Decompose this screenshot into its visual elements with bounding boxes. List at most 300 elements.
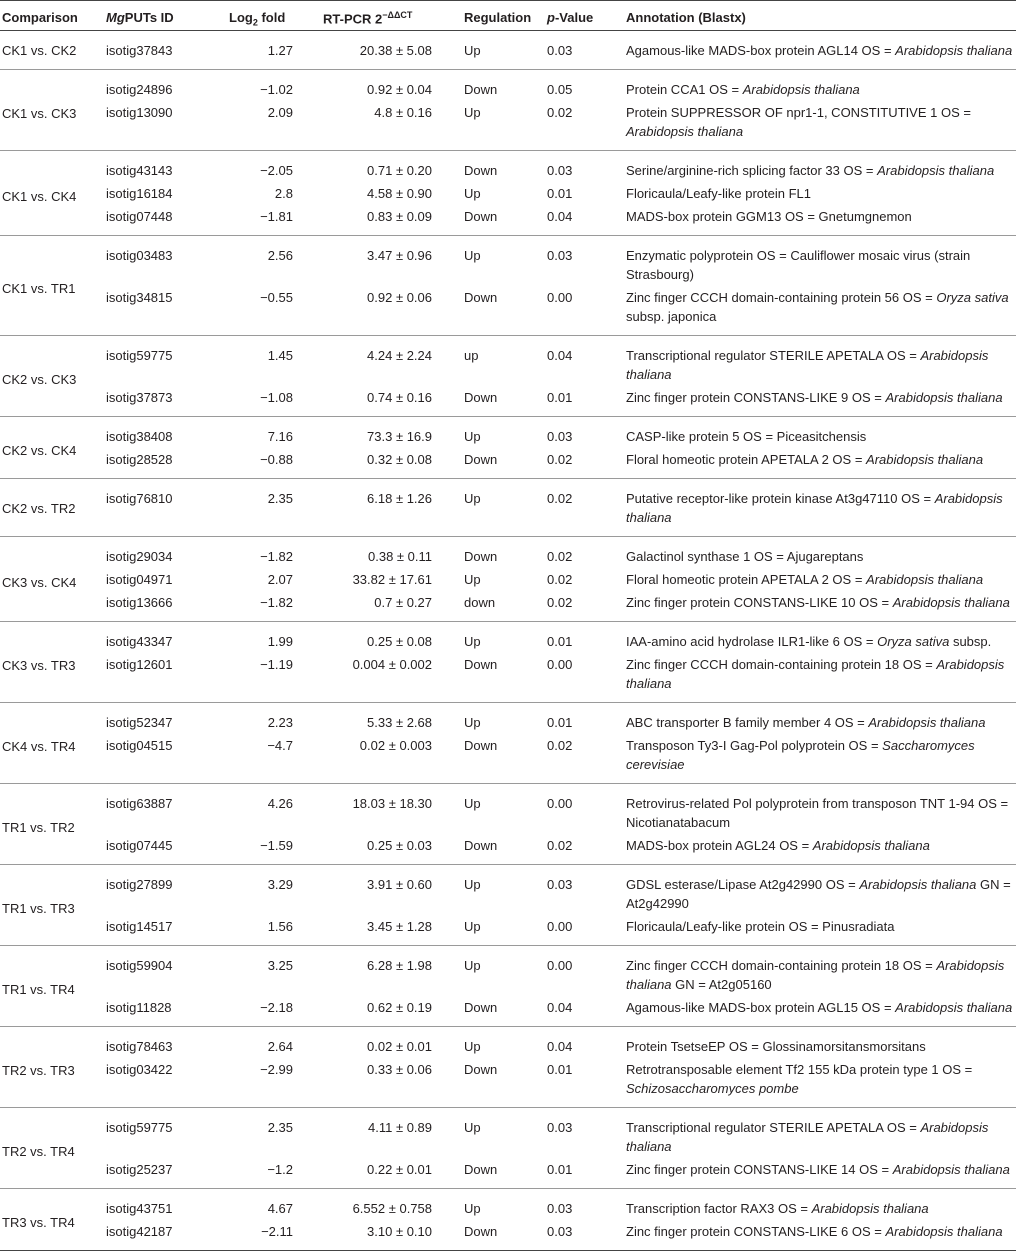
table-row [0, 998, 1016, 1027]
header-id-suffix: PUTs ID [124, 10, 174, 25]
cell-regulation: Up [464, 572, 481, 587]
cell-log-fold: 2.35 [267, 1120, 293, 1135]
annotation-text: ABC transporter B family member 4 OS = [626, 715, 869, 730]
annotation-text: Protein SUPPRESSOR OF npr1-1, CONSTITUTIVE 1 OS = [626, 105, 971, 120]
table-row [0, 70, 1016, 104]
cell-id: isotig24896 [106, 82, 173, 97]
cell-annotation [616, 998, 1016, 1027]
cell-rt-pcr: 0.004 ± 0.002 [352, 657, 432, 672]
cell-log-fold: −1.59 [260, 838, 293, 853]
cell-id: isotig52347 [106, 715, 173, 730]
cell-id: isotig16184 [106, 186, 173, 201]
annotation-text: Zinc finger protein CONSTANS-LIKE 6 OS = [626, 1224, 886, 1239]
cell-id: isotig04971 [106, 572, 173, 587]
cell-log-fold: −1.02 [260, 82, 293, 97]
cell-id: isotig59775 [106, 1120, 173, 1135]
annotation-text: Transcriptional regulator STERILE APETALA OS = [626, 348, 921, 363]
cell-id: isotig42187 [106, 1224, 173, 1239]
annotation-text: Transposon Ty3-I Gag-Pol polyprotein OS = [626, 738, 883, 753]
cell-pvalue: 0.00 [547, 958, 573, 973]
cell-annotation [616, 917, 1016, 946]
table-row [0, 388, 1016, 417]
annotation-text: Floricaula/Leafy-like protein OS = Pinusradiata [626, 919, 895, 934]
table-row [0, 836, 1016, 865]
cell-rt-pcr: 3.10 ± 0.10 [367, 1224, 432, 1239]
cell-annotation [616, 655, 1016, 703]
table-row [0, 151, 1016, 185]
cell-id: isotig11828 [106, 1000, 172, 1015]
cell-annotation [616, 450, 1016, 479]
cell-annotation [616, 784, 1016, 837]
cell-regulation: Up [464, 1201, 481, 1216]
annotation-species: Arabidopsis thaliana [895, 1000, 1013, 1015]
table-row [0, 1060, 1016, 1108]
cell-log-fold: −2.11 [261, 1224, 293, 1239]
cell-id: isotig78463 [106, 1039, 173, 1054]
table-row [0, 655, 1016, 703]
annotation-text: Floral homeotic protein APETALA 2 OS = [626, 572, 867, 587]
cell-regulation: Up [464, 491, 481, 506]
cell-log-fold: 7.16 [267, 429, 293, 444]
cell-id: isotig07448 [106, 209, 173, 224]
comparison-group [0, 417, 1016, 479]
comparison-group [0, 784, 1016, 865]
table-row [0, 288, 1016, 336]
table-row [0, 1189, 1016, 1223]
cell-rt-pcr: 0.92 ± 0.06 [367, 290, 432, 305]
cell-regulation: Down [464, 1000, 498, 1015]
cell-regulation: Down [464, 738, 498, 753]
cell-id: isotig13666 [106, 595, 173, 610]
cell-annotation [616, 479, 1016, 537]
cell-pvalue: 0.02 [547, 491, 573, 506]
cell-comparison: CK1 vs. TR1 [2, 281, 76, 296]
table-row [0, 622, 1016, 656]
cell-regulation: Up [464, 1039, 481, 1054]
annotation-text: Galactinol synthase 1 OS = Ajugareptans [626, 549, 864, 564]
cell-pvalue: 0.04 [547, 209, 573, 224]
annotation-text: Protein TsetseEP OS = Glossinamorsitansmorsitans [626, 1039, 926, 1054]
cell-regulation: Down [464, 163, 498, 178]
cell-annotation [616, 184, 1016, 207]
cell-rt-pcr: 4.24 ± 2.24 [367, 348, 432, 363]
cell-comparison: TR1 vs. TR3 [2, 900, 75, 916]
cell-log-fold: 2.09 [267, 105, 293, 120]
header-log-prefix: Log [229, 10, 253, 25]
cell-comparison: CK3 vs. CK4 [2, 574, 77, 590]
cell-rt-pcr: 6.552 ± 0.758 [352, 1201, 432, 1216]
table-row [0, 946, 1016, 999]
cell-log-fold: −0.88 [260, 452, 293, 467]
table-row [0, 417, 1016, 451]
header-log-sub: 2 [252, 17, 258, 28]
cell-id: isotig03483 [106, 248, 173, 263]
cell-annotation [616, 1027, 1016, 1061]
cell-pvalue: 0.03 [547, 1224, 573, 1239]
cell-annotation [616, 336, 1016, 389]
annotation-species: Oryza sativa [877, 634, 950, 649]
cell-rt-pcr: 0.33 ± 0.06 [367, 1062, 432, 1077]
cell-pvalue: 0.03 [547, 1120, 573, 1135]
cell-pvalue: 0.01 [547, 1062, 573, 1077]
table-row [0, 570, 1016, 593]
comparison-group [0, 236, 1016, 336]
annotation-text: Putative receptor-like protein kinase At3g47110 OS = [626, 491, 935, 506]
table-row [0, 865, 1016, 918]
cell-id: isotig76810 [106, 491, 173, 506]
cell-id: isotig59775 [106, 348, 173, 363]
table-row [0, 31, 1016, 70]
table-row [0, 450, 1016, 479]
cell-regulation: Up [464, 715, 481, 730]
cell-pvalue: 0.01 [547, 390, 573, 405]
header-log-suffix: fold [257, 10, 286, 25]
comparison-group [0, 946, 1016, 1027]
cell-comparison: TR1 vs. TR4 [2, 981, 75, 997]
annotation-species: Arabidopsis thaliana [626, 348, 989, 382]
cell-pvalue: 0.02 [547, 572, 573, 587]
header-regulation: Regulation [464, 10, 532, 25]
cell-annotation [616, 1108, 1016, 1161]
cell-rt-pcr: 73.3 ± 16.9 [367, 429, 432, 444]
cell-log-fold: 2.8 [274, 186, 293, 201]
cell-rt-pcr: 4.8 ± 0.16 [374, 105, 432, 120]
cell-rt-pcr: 0.25 ± 0.03 [367, 838, 432, 853]
cell-annotation [616, 593, 1016, 622]
cell-annotation [616, 151, 1016, 185]
annotation-text: Zinc finger protein CONSTANS-LIKE 10 OS = [626, 595, 893, 610]
cell-annotation [616, 31, 1016, 70]
cell-regulation: Up [464, 248, 481, 263]
cell-rt-pcr: 0.74 ± 0.16 [367, 390, 432, 405]
table-row [0, 1160, 1016, 1189]
header-comparison: Comparison [2, 10, 78, 25]
annotation-text: MADS-box protein AGL24 OS = [626, 838, 813, 853]
cell-regulation: Up [464, 429, 481, 444]
cell-pvalue: 0.02 [547, 549, 573, 564]
cell-regulation: Down [464, 209, 498, 224]
cell-regulation: up [464, 348, 479, 363]
annotation-species: Schizosaccharomyces pombe [626, 1081, 799, 1096]
table-row [0, 207, 1016, 236]
cell-annotation [616, 736, 1016, 784]
cell-rt-pcr: 3.47 ± 0.96 [367, 248, 432, 263]
cell-log-fold: 4.26 [267, 796, 293, 811]
cell-id: isotig59904 [106, 958, 173, 973]
table-header [0, 1, 1016, 31]
cell-id: isotig25237 [106, 1162, 173, 1177]
cell-rt-pcr: 20.38 ± 5.08 [359, 43, 432, 58]
cell-rt-pcr: 6.28 ± 1.98 [367, 958, 432, 973]
cell-annotation [616, 570, 1016, 593]
cell-rt-pcr: 0.25 ± 0.08 [367, 634, 432, 649]
cell-id: isotig37843 [106, 43, 173, 58]
comparison-group [0, 865, 1016, 946]
cell-annotation [616, 288, 1016, 336]
cell-pvalue: 0.02 [547, 595, 573, 610]
cell-comparison: CK4 vs. TR4 [2, 738, 76, 754]
cell-rt-pcr: 33.82 ± 17.61 [352, 572, 432, 587]
cell-annotation [616, 388, 1016, 417]
cell-log-fold: −2.05 [260, 163, 293, 178]
cell-log-fold: 4.67 [267, 1201, 293, 1216]
cell-rt-pcr: 0.62 ± 0.19 [367, 1000, 432, 1015]
cell-regulation: Up [464, 634, 481, 649]
cell-id: isotig34815 [106, 290, 173, 305]
cell-pvalue: 0.04 [547, 1039, 573, 1054]
header-row [0, 1, 1016, 31]
cell-log-fold: 1.56 [267, 919, 293, 934]
annotation-text: GN = At2g42990 [626, 877, 1011, 911]
cell-pvalue: 0.03 [547, 429, 573, 444]
cell-id: isotig13090 [106, 105, 173, 120]
cell-log-fold: 3.29 [267, 877, 293, 892]
cell-log-fold: 3.25 [267, 958, 293, 973]
cell-log-fold: −1.82 [260, 549, 293, 564]
annotation-species: Arabidopsis thaliana [742, 82, 860, 97]
annotation-species: Oryza sativa [936, 290, 1009, 305]
cell-comparison: CK1 vs. CK2 [2, 43, 77, 58]
annotation-text: subsp. japonica [626, 309, 717, 324]
table-row [0, 336, 1016, 389]
cell-regulation: Up [464, 105, 481, 120]
comparison-group [0, 622, 1016, 703]
cell-pvalue: 0.03 [547, 248, 573, 263]
comparison-group [0, 1108, 1016, 1189]
annotation-text: Zinc finger CCCH domain-containing protein 18 OS = [626, 958, 937, 973]
cell-rt-pcr: 4.58 ± 0.90 [367, 186, 432, 201]
annotation-species: Arabidopsis thaliana [626, 958, 1005, 992]
cell-log-fold: −1.08 [260, 390, 293, 405]
cell-annotation [616, 703, 1016, 737]
cell-regulation: Down [464, 657, 498, 672]
annotation-species: Arabidopsis thaliana [859, 877, 977, 892]
cell-pvalue: 0.05 [547, 82, 573, 97]
cell-annotation [616, 946, 1016, 999]
header-rt-pcr [307, 1, 446, 31]
cell-regulation: down [464, 595, 496, 610]
comparison-group [0, 336, 1016, 417]
cell-pvalue: 0.02 [547, 738, 573, 753]
cell-log-fold: 1.45 [267, 348, 293, 363]
annotation-species: Arabidopsis thaliana [885, 390, 1003, 405]
cell-comparison: CK3 vs. TR3 [2, 657, 76, 673]
annotation-species: Arabidopsis thaliana [892, 595, 1010, 610]
comparison-group [0, 537, 1016, 622]
cell-regulation: Up [464, 43, 481, 58]
table-row [0, 1222, 1016, 1251]
annotation-text: GDSL esterase/Lipase At2g42990 OS = [626, 877, 860, 892]
annotation-text: Zinc finger CCCH domain-containing protein 56 OS = [626, 290, 937, 305]
annotation-species: Arabidopsis thaliana [866, 572, 984, 587]
cell-rt-pcr: 0.02 ± 0.01 [367, 1039, 432, 1054]
cell-regulation: Down [464, 1162, 498, 1177]
cell-annotation [616, 537, 1016, 571]
cell-log-fold: 1.27 [267, 43, 293, 58]
cell-annotation [616, 836, 1016, 865]
annotation-text: CASP-like protein 5 OS = Piceasitchensis [626, 429, 867, 444]
cell-log-fold: −1.19 [260, 657, 293, 672]
cell-log-fold: 1.99 [267, 634, 293, 649]
cell-annotation [616, 622, 1016, 656]
table-row [0, 236, 1016, 289]
cell-annotation [616, 103, 1016, 151]
cell-log-fold: 2.64 [267, 1039, 293, 1054]
cell-rt-pcr: 5.33 ± 2.68 [367, 715, 432, 730]
table-row [0, 537, 1016, 571]
cell-annotation [616, 207, 1016, 236]
comparison-group [0, 1027, 1016, 1108]
header-log-fold [213, 1, 307, 31]
cell-annotation [616, 865, 1016, 918]
cell-annotation [616, 1160, 1016, 1189]
cell-pvalue: 0.03 [547, 877, 573, 892]
cell-regulation: Up [464, 919, 481, 934]
annotation-text: Floral homeotic protein APETALA 2 OS = [626, 452, 867, 467]
cell-pvalue: 0.01 [547, 186, 573, 201]
annotation-text: Protein CCA1 OS = [626, 82, 743, 97]
cell-id: isotig43143 [106, 163, 173, 178]
cell-id: isotig38408 [106, 429, 173, 444]
annotation-species: Arabidopsis thaliana [626, 1120, 989, 1154]
annotation-species: Arabidopsis thaliana [626, 124, 744, 139]
table-row [0, 1108, 1016, 1161]
cell-id: isotig27899 [106, 877, 173, 892]
cell-pvalue: 0.03 [547, 163, 573, 178]
cell-regulation: Down [464, 290, 498, 305]
cell-comparison: CK2 vs. TR2 [2, 500, 76, 516]
cell-comparison: CK2 vs. CK4 [2, 443, 77, 458]
cell-log-fold: 2.35 [267, 491, 293, 506]
cell-rt-pcr: 0.38 ± 0.11 [368, 549, 432, 564]
header-pvalue [541, 1, 616, 31]
annotation-species: Arabidopsis thaliana [866, 452, 984, 467]
annotation-text: Zinc finger protein CONSTANS-LIKE 9 OS = [626, 390, 886, 405]
annotation-text: Transcription factor RAX3 OS = [626, 1201, 812, 1216]
annotation-species: Arabidopsis thaliana [892, 1162, 1010, 1177]
annotation-text: GN = At2g05160 [671, 977, 772, 992]
cell-rt-pcr: 18.03 ± 18.30 [352, 796, 432, 811]
table-row [0, 184, 1016, 207]
cell-pvalue: 0.04 [547, 348, 573, 363]
table-row [0, 917, 1016, 946]
cell-comparison: CK1 vs. CK4 [2, 188, 77, 204]
cell-rt-pcr: 3.45 ± 1.28 [367, 919, 432, 934]
annotation-species: Arabidopsis thaliana [868, 715, 986, 730]
cell-id: isotig03422 [106, 1062, 173, 1077]
table-row [0, 103, 1016, 151]
annotation-text: Floricaula/Leafy-like protein FL1 [626, 186, 811, 201]
cell-rt-pcr: 0.92 ± 0.04 [367, 82, 432, 97]
annotation-species: Arabidopsis thaliana [885, 1224, 1003, 1239]
cell-regulation: Down [464, 1062, 498, 1077]
annotation-species: Arabidopsis thaliana [895, 43, 1013, 58]
cell-pvalue: 0.02 [547, 838, 573, 853]
annotation-species: Arabidopsis thaliana [811, 1201, 929, 1216]
cell-regulation: Down [464, 1224, 498, 1239]
annotation-species: Saccharomyces cerevisiae [626, 738, 975, 772]
cell-id: isotig43347 [106, 634, 173, 649]
cell-comparison: TR1 vs. TR2 [2, 819, 75, 835]
annotation-text: Retrovirus-related Pol polyprotein from transposon TNT 1-94 OS = Nicotianatabacum [626, 796, 1009, 830]
cell-regulation: Down [464, 390, 498, 405]
cell-pvalue: 0.03 [547, 43, 573, 58]
cell-id: isotig29034 [106, 549, 173, 564]
cell-rt-pcr: 6.18 ± 1.26 [367, 491, 432, 506]
cell-log-fold: 2.23 [267, 715, 293, 730]
table-row [0, 1027, 1016, 1061]
cell-regulation: Up [464, 958, 481, 973]
header-rt-prefix: RT-PCR 2 [323, 11, 383, 27]
cell-rt-pcr: 4.11 ± 0.89 [368, 1120, 432, 1135]
cell-pvalue: 0.00 [547, 290, 573, 305]
cell-comparison: CK2 vs. CK3 [2, 371, 77, 387]
comparison-group [0, 31, 1016, 70]
cell-annotation [616, 1189, 1016, 1223]
cell-rt-pcr: 0.7 ± 0.27 [374, 595, 432, 610]
cell-rt-pcr: 0.71 ± 0.20 [367, 163, 432, 178]
cell-id: isotig37873 [106, 390, 173, 405]
cell-id: isotig43751 [106, 1201, 173, 1216]
cell-annotation [616, 417, 1016, 451]
cell-regulation: Up [464, 186, 481, 201]
comparison-group [0, 151, 1016, 236]
table-row [0, 736, 1016, 784]
cell-rt-pcr: 0.83 ± 0.09 [367, 209, 432, 224]
cell-rt-pcr: 0.02 ± 0.003 [359, 738, 432, 753]
annotation-text: Agamous-like MADS-box protein AGL15 OS = [626, 1000, 896, 1015]
cell-pvalue: 0.04 [547, 1000, 573, 1015]
cell-regulation: Up [464, 796, 481, 811]
cell-id: isotig07445 [106, 838, 173, 853]
comparison-group [0, 479, 1016, 537]
cell-rt-pcr: 0.32 ± 0.08 [367, 452, 432, 467]
annotation-text: Zinc finger CCCH domain-containing protein 18 OS = [626, 657, 937, 672]
annotation-text: Agamous-like MADS-box protein AGL14 OS = [626, 43, 896, 58]
cell-log-fold: −2.18 [260, 1000, 293, 1015]
cell-annotation [616, 1222, 1016, 1251]
cell-annotation [616, 1060, 1016, 1108]
cell-comparison: TR3 vs. TR4 [2, 1215, 75, 1230]
annotation-text: MADS-box protein GGM13 OS = Gnetumgnemon [626, 209, 912, 224]
cell-log-fold: −1.81 [260, 209, 293, 224]
cell-log-fold: 2.56 [267, 248, 293, 263]
cell-regulation: Down [464, 452, 498, 467]
cell-pvalue: 0.00 [547, 657, 573, 672]
cell-log-fold: −1.2 [267, 1162, 293, 1177]
cell-rt-pcr: 0.22 ± 0.01 [367, 1162, 432, 1177]
cell-id: isotig14517 [106, 919, 173, 934]
cell-pvalue: 0.03 [547, 1201, 573, 1216]
cell-regulation: Up [464, 877, 481, 892]
cell-id: isotig63887 [106, 796, 173, 811]
table-row [0, 703, 1016, 737]
cell-annotation [616, 70, 1016, 104]
annotation-text: Enzymatic polyprotein OS = Cauliflower mosaic virus (strain Strasbourg) [626, 248, 971, 282]
table-row [0, 784, 1016, 837]
cell-regulation: Down [464, 82, 498, 97]
annotation-text: Serine/arginine-rich splicing factor 33 OS = [626, 163, 878, 178]
cell-comparison: TR2 vs. TR4 [2, 1143, 75, 1159]
comparison-group [0, 703, 1016, 784]
cell-id: isotig12601 [106, 657, 173, 672]
cell-regulation: Down [464, 549, 498, 564]
cell-id: isotig28528 [106, 452, 173, 467]
cell-pvalue: 0.02 [547, 452, 573, 467]
annotation-species: Arabidopsis thaliana [812, 838, 930, 853]
header-pvalue-suffix: -Value [554, 10, 594, 25]
cell-annotation [616, 236, 1016, 289]
